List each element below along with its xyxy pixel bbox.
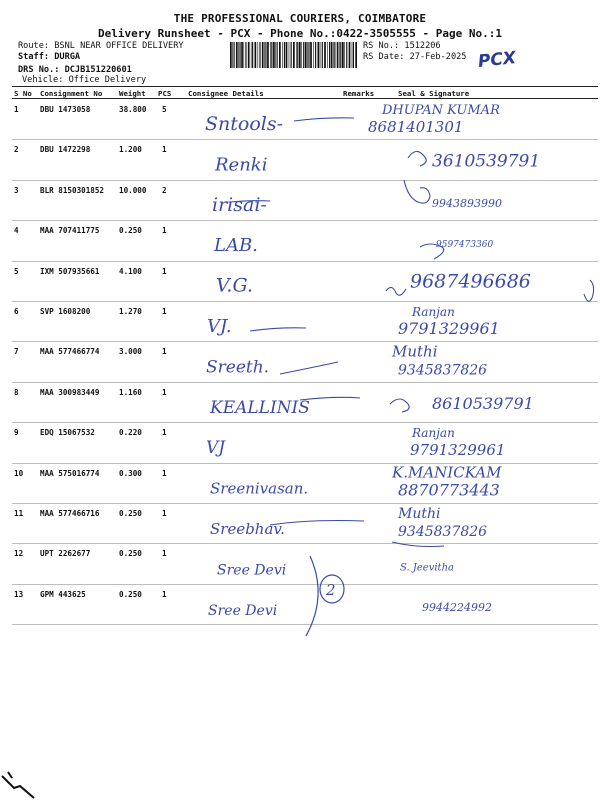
seal-handwritten-text: 9345837826 <box>398 362 488 379</box>
barcode-bar <box>315 42 316 68</box>
cell-weight: 0.300 <box>119 468 142 478</box>
barcode-bar <box>331 42 333 68</box>
cell-sno: 4 <box>14 226 19 236</box>
barcode <box>230 42 358 68</box>
runsheet-title: Delivery Runsheet - PCX - Phone No.:0422-3505555 - Page No.:1 <box>98 27 502 40</box>
pcx-stamp: PCX <box>477 48 517 72</box>
company-name: THE PROFESSIONAL COURIERS, COIMBATORE <box>173 12 427 25</box>
seal-handwritten-text: 9597473360 <box>436 240 494 251</box>
barcode-bar <box>230 42 232 68</box>
table-row <box>12 181 598 221</box>
cell-weight: 0.250 <box>119 509 142 518</box>
consignee-handwritten-text: Sreebhav. <box>210 520 285 538</box>
barcode-bar <box>339 42 340 68</box>
table-row <box>12 302 598 342</box>
col-header-seal: Seal & Signature <box>398 89 470 98</box>
barcode-bar <box>318 42 320 68</box>
consignee-handwritten-text: V.G. <box>216 274 253 297</box>
barcode-bar <box>305 42 307 68</box>
consignee-handwritten-text: VJ <box>206 438 226 459</box>
drs-number: DRS No.: DCJB151220601 <box>18 65 132 75</box>
table-row <box>12 464 598 504</box>
col-header-weight: Weight <box>119 89 146 98</box>
barcode-bar <box>308 42 309 68</box>
cell-sno: 8 <box>14 387 19 397</box>
scan-corner-mark <box>0 768 60 800</box>
table-row <box>12 100 598 140</box>
cell-weight: 38.800 <box>119 105 147 114</box>
barcode-bar <box>307 42 308 68</box>
cell-sno: 11 <box>14 509 24 518</box>
col-header-consignment: Consignment No <box>40 89 103 98</box>
barcode-bar <box>310 42 312 68</box>
cell-consignment-no: UPT 2262677 <box>40 549 91 559</box>
barcode-bar <box>299 42 301 68</box>
cell-weight: 4.100 <box>119 266 142 276</box>
barcode-bar <box>236 42 238 68</box>
seal-handwritten-text: 9791329961 <box>410 441 506 460</box>
barcode-bar <box>349 42 351 68</box>
cell-pcs: 1 <box>162 145 167 155</box>
table-row <box>12 585 598 625</box>
barcode-bar <box>355 42 357 68</box>
barcode-bar <box>248 42 250 68</box>
cell-pcs: 5 <box>162 105 167 114</box>
cell-consignment-no: SVP 1608200 <box>40 307 91 316</box>
barcode-bar <box>340 42 341 68</box>
barcode-bar <box>286 42 288 68</box>
seal-handwritten-text: 8870773443 <box>398 480 500 500</box>
seal-handwritten-text: 9944224992 <box>422 600 492 614</box>
cell-sno: 10 <box>14 468 24 478</box>
cell-sno: 2 <box>14 145 19 155</box>
cell-consignment-no: DBU 1472298 <box>40 145 91 155</box>
cell-weight: 1.160 <box>119 387 142 397</box>
seal-handwritten-text: Ranjan <box>412 426 455 441</box>
cell-weight: 3.000 <box>119 347 142 357</box>
barcode-bar <box>258 42 259 68</box>
barcode-bar <box>297 42 298 68</box>
cell-sno: 13 <box>14 589 24 599</box>
cell-consignment-no: BLR 8150301852 <box>40 185 105 195</box>
row-separator <box>12 624 598 625</box>
col-header-consignee: Consignee Details <box>188 89 264 98</box>
cell-pcs: 1 <box>162 387 167 397</box>
cell-consignment-no: GPM 443625 <box>40 589 86 599</box>
cell-pcs: 1 <box>162 307 167 316</box>
seal-handwritten-text: Ranjan <box>412 305 455 319</box>
seal-handwritten-text: Muthi <box>398 506 441 522</box>
barcode-bar <box>346 42 347 68</box>
barcode-bar <box>241 42 243 68</box>
barcode-bar <box>320 42 321 68</box>
cell-sno: 6 <box>14 307 19 316</box>
seal-handwritten-text: 9345837826 <box>398 524 488 540</box>
barcode-bar <box>313 42 314 68</box>
barcode-bar <box>334 42 335 68</box>
barcode-bar <box>251 42 252 68</box>
cell-consignment-no: MAA 707411775 <box>40 226 100 236</box>
table-row <box>12 262 598 302</box>
cell-consignment-no: MAA 575016774 <box>40 468 100 478</box>
consignee-handwritten-text: Sreeth. <box>206 357 270 378</box>
barcode-bar <box>342 42 344 68</box>
barcode-bar <box>264 42 265 68</box>
barcode-bar <box>303 42 304 68</box>
barcode-bar <box>353 42 354 68</box>
barcode-bar <box>238 42 239 68</box>
staff-label: Staff: DURGA <box>18 52 81 62</box>
barcode-bar <box>252 42 253 68</box>
consignee-handwritten-text: Sreenivasan. <box>210 479 309 498</box>
barcode-bar <box>329 42 330 68</box>
table-row <box>12 221 598 261</box>
barcode-bar <box>277 42 278 68</box>
table-row <box>12 140 598 180</box>
seal-handwritten-text: 8681401301 <box>368 118 464 136</box>
seal-handwritten-text: S. Jeevitha <box>400 562 454 574</box>
barcode-bar <box>289 42 290 68</box>
col-header-sno: S No <box>14 89 32 98</box>
consignee-handwritten-text: Sree Devi <box>208 602 278 619</box>
cell-sno: 5 <box>14 266 19 276</box>
barcode-bar <box>333 42 334 68</box>
barcode-bar <box>270 42 271 68</box>
vehicle-label: Vehicle: Office Delivery <box>22 75 147 85</box>
consignee-handwritten-text: Sree Devi <box>217 562 287 579</box>
cell-consignment-no: MAA 577466716 <box>40 509 100 518</box>
barcode-bar <box>265 42 266 68</box>
rs-number: RS No.: 1512206 <box>363 41 441 51</box>
seal-handwritten-text: 8610539791 <box>432 393 534 413</box>
route-label: Route: BSNL NEAR OFFICE DELIVERY <box>18 41 184 51</box>
consignee-handwritten-text: irisai- <box>212 193 267 216</box>
cell-pcs: 1 <box>162 347 167 357</box>
table-header-rule <box>12 98 598 99</box>
cell-weight: 0.220 <box>119 428 142 438</box>
barcode-bar <box>267 42 269 68</box>
cell-consignment-no: IXM 507935661 <box>40 266 100 276</box>
barcode-bar <box>324 42 326 68</box>
seal-handwritten-text: 9687496686 <box>410 270 531 293</box>
barcode-bar <box>255 42 257 68</box>
cell-pcs: 1 <box>162 509 167 518</box>
cell-consignment-no: MAA 300983449 <box>40 387 100 397</box>
cell-pcs: 1 <box>162 589 167 599</box>
consignee-handwritten-text: VJ. <box>207 316 232 337</box>
barcode-bar <box>234 42 235 68</box>
consignee-handwritten-text: Renki <box>215 154 268 176</box>
cell-consignment-no: EDQ 15067532 <box>40 428 95 438</box>
col-header-remarks: Remarks <box>343 89 375 98</box>
seal-handwritten-text: 9791329961 <box>398 319 500 338</box>
barcode-bar <box>322 42 323 68</box>
barcode-bar <box>279 42 281 68</box>
seal-handwritten-text: DHUPAN KUMAR <box>382 103 500 118</box>
consignee-handwritten-text: Sntools- <box>205 113 284 135</box>
table-row <box>12 342 598 382</box>
barcode-bar <box>291 42 292 68</box>
consignee-handwritten-text: LAB. <box>214 235 258 257</box>
cell-weight: 0.250 <box>119 226 142 236</box>
circled-count-digit: 2 <box>326 581 336 599</box>
table-row <box>12 423 598 463</box>
barcode-bar <box>282 42 283 68</box>
cell-weight: 10.000 <box>119 185 147 195</box>
barcode-bar <box>262 42 264 68</box>
table-top-rule <box>12 86 598 87</box>
cell-weight: 0.250 <box>119 549 142 559</box>
cell-sno: 1 <box>14 105 19 114</box>
seal-handwritten-text: K.MANICKAM <box>392 463 502 482</box>
barcode-bar <box>337 42 339 68</box>
cell-sno: 7 <box>14 347 19 357</box>
consignee-handwritten-text: KEALLINIS <box>210 397 310 418</box>
cell-pcs: 1 <box>162 428 167 438</box>
cell-pcs: 1 <box>162 266 167 276</box>
barcode-bar <box>344 42 345 68</box>
rs-date: RS Date: 27-Feb-2025 <box>363 52 467 62</box>
cell-consignment-no: DBU 1473058 <box>40 105 91 114</box>
col-header-pcs: PCS <box>158 89 172 98</box>
barcode-bar <box>352 42 353 68</box>
barcode-bar <box>239 42 240 68</box>
seal-handwritten-text: Muthi <box>392 342 438 361</box>
table-row <box>12 383 598 423</box>
barcode-bar <box>259 42 260 68</box>
cell-pcs: 1 <box>162 468 167 478</box>
cell-weight: 1.200 <box>119 145 142 155</box>
barcode-bar <box>293 42 295 68</box>
seal-handwritten-text: 9943893990 <box>432 196 502 210</box>
barcode-bar <box>296 42 297 68</box>
barcode-bar <box>244 42 245 68</box>
cell-pcs: 1 <box>162 549 167 559</box>
cell-consignment-no: MAA 577466774 <box>40 347 100 357</box>
cell-weight: 0.250 <box>119 589 142 599</box>
barcode-bar <box>271 42 272 68</box>
cell-sno: 12 <box>14 549 24 559</box>
barcode-bar <box>284 42 285 68</box>
cell-weight: 1.270 <box>119 307 142 316</box>
barcode-bar <box>275 42 276 68</box>
seal-handwritten-text: 3610539791 <box>432 151 541 172</box>
cell-pcs: 1 <box>162 226 167 236</box>
cell-sno: 3 <box>14 185 19 195</box>
barcode-bar <box>273 42 275 68</box>
cell-pcs: 2 <box>162 185 167 195</box>
cell-sno: 9 <box>14 428 19 438</box>
table-row <box>12 504 598 544</box>
barcode-bar <box>232 42 233 68</box>
barcode-bar <box>301 42 302 68</box>
table-row <box>12 544 598 584</box>
barcode-bar <box>245 42 246 68</box>
barcode-bar <box>327 42 328 68</box>
